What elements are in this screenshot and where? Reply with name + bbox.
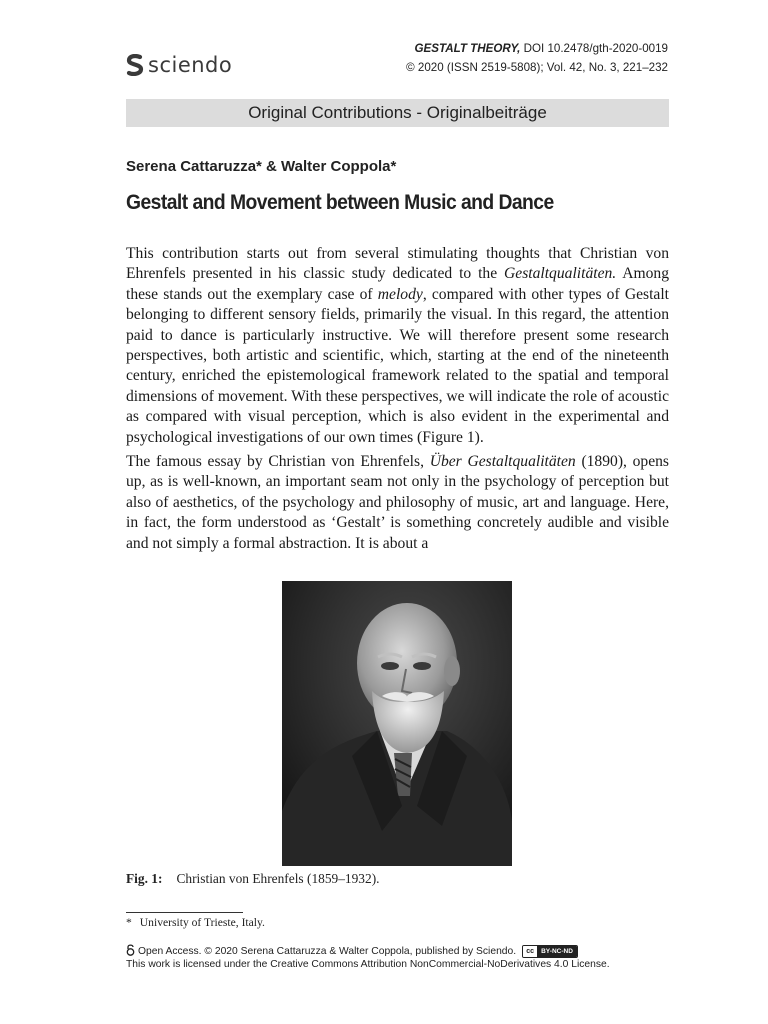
footnote-mark: * (126, 916, 132, 929)
cc-label: BY-NC-ND (537, 946, 577, 957)
journal-doi-line (406, 39, 668, 58)
sciendo-logo-icon (126, 54, 144, 76)
section-heading: Original Contributions - Originalbeiträge (126, 99, 669, 127)
footnote-divider (126, 912, 243, 913)
portrait-photo (282, 581, 512, 866)
paragraph-1 (126, 244, 669, 448)
volume-line: © 2020 (ISSN 2519-5808); Vol. 42, No. 3, 221–232 (406, 61, 668, 74)
footnote-text: University of Trieste, Italy. (139, 916, 265, 929)
emphasis: Gestaltqualitäten. (504, 265, 617, 283)
open-access-text: Open Access. © 2020 Serena Cattaruzza & Walter Coppola, published by Sciendo. (138, 946, 517, 957)
article-body (126, 244, 669, 558)
emphasis: Über Gestaltqualitäten (429, 453, 576, 471)
open-access-line (126, 944, 578, 959)
article-title: Gestalt and Movement between Music and Dance (126, 191, 554, 214)
footnote (126, 916, 265, 929)
emphasis: melody (377, 285, 423, 303)
text-run: This contribution starts out from several stimulating thoughts that Christian von Ehrenfels presented in his classic study dedicated to the (126, 245, 669, 283)
license-text: This work is licensed under the Creative Commons Attribution NonCommercial-NoDerivatives 4.0 License. (126, 959, 610, 970)
cc-license-icon[interactable] (522, 945, 578, 958)
paragraph-2 (126, 452, 669, 554)
doi[interactable]: DOI 10.2478/gth-2020-0019 (520, 42, 668, 55)
text-run: , compared with other types of Gestalt belonging to different sensory fields, primarily the visual. In this regard, the attention paid to dance is particularly instructive. We will therefore present some research perspectives, both artistic and scientific, which, starting at the end of the nineteenth century, enriched the epistemological framework related to the spatial and temporal dimensions of movement. With these perspectives, we will indicate the role of acoustic as compared with visual perception, which is also evident in the experimental and psychological investigations of our own times (Figure 1). (126, 285, 670, 446)
figure-caption (126, 871, 380, 887)
logo-text: sciendo (148, 52, 233, 77)
text-run: The famous essay by Christian von Ehrenfels, (126, 453, 430, 471)
text-run: Among these stands out the exemplary case of (126, 265, 670, 303)
caption-text: Christian von Ehrenfels (1859–1932). (176, 871, 380, 886)
journal-name: GESTALT THEORY, (414, 42, 521, 55)
open-access-icon (126, 944, 135, 959)
figure-label: Fig. 1: (126, 871, 163, 886)
text-run: (1890), opens up, as is well-known, an important seam not only in the psychology of perception but also of aesthetics, of the psychology and philosophy of music, art and language. Here, in fact, the form understood as ‘Gestalt’ is something concretely audible and visible and not simply a formal abstraction. It is about a (126, 453, 669, 552)
sciendo-logo (126, 54, 232, 76)
cc-symbol: cc (523, 946, 537, 957)
journal-info (406, 39, 668, 77)
authors: Serena Cattaruzza* & Walter Coppola* (126, 158, 397, 175)
